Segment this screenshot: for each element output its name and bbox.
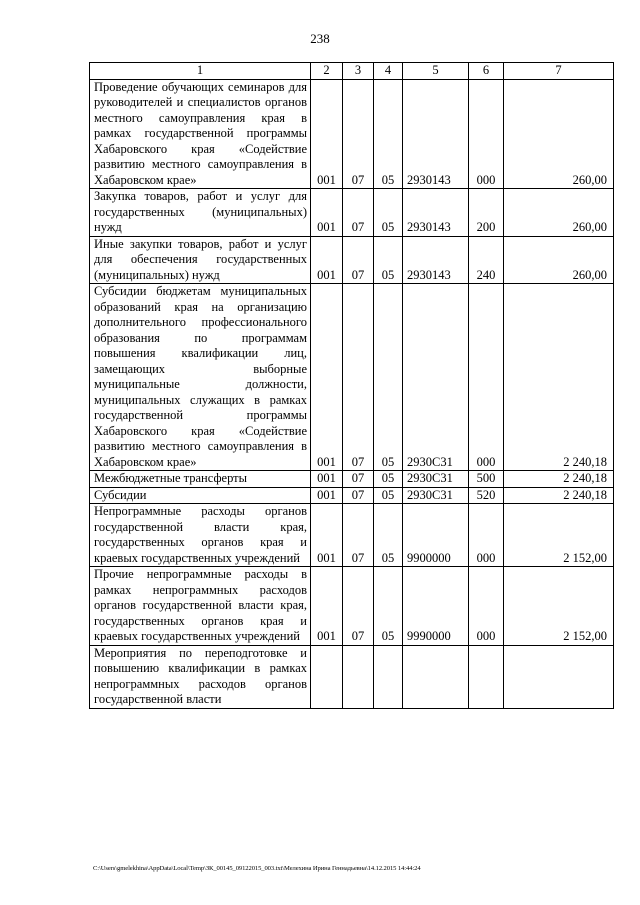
ministry-code: 001 [311,189,343,237]
table-row [90,471,614,488]
row-description: Мероприятия по переподготовке и повышению квалификации в рамках непрограммных расходов органов государственной власти [90,645,311,708]
column-header: 4 [374,63,403,80]
expense-type-code: 200 [469,189,504,237]
section-code: 07 [343,487,374,504]
amount-value: 260,00 [504,189,614,237]
target-article-code: 9990000 [403,567,469,646]
target-article-code: 2930143 [403,79,469,189]
subsection-code: 05 [374,567,403,646]
table-row [90,79,614,189]
section-code: 07 [343,236,374,284]
expense-type-code: 500 [469,471,504,488]
subsection-code [374,645,403,708]
ministry-code: 001 [311,471,343,488]
row-description: Межбюджетные трансферты [90,471,311,488]
ministry-code: 001 [311,284,343,471]
section-code: 07 [343,284,374,471]
column-header: 2 [311,63,343,80]
table-row [90,487,614,504]
row-description: Субсидии бюджетам муниципальных образований края на организацию дополнительного профессионального образования по программам повышения квалификации лиц, замещающих выборные муниципальные должности, муниципальных служащих в рамках государственной программы Хабаровского края «Содействие развитию местного самоуправления в Хабаровском крае» [90,284,311,471]
budget-table [89,62,614,709]
target-article-code: 2930С31 [403,487,469,504]
expense-type-code [469,645,504,708]
table-row [90,284,614,471]
table-row [90,236,614,284]
page-number: 238 [310,31,330,46]
target-article-code: 2930143 [403,189,469,237]
section-code: 07 [343,471,374,488]
amount-value: 260,00 [504,79,614,189]
table-row [90,504,614,567]
target-article-code [403,645,469,708]
row-description: Непрограммные расходы органов государственной власти края, государственных органов края и краевых государственных учреждений [90,504,311,567]
expense-type-code: 000 [469,504,504,567]
ministry-code: 001 [311,487,343,504]
row-description: Иные закупки товаров, работ и услуг для обеспечения государственных (муниципальных) нужд [90,236,311,284]
expense-type-code: 520 [469,487,504,504]
column-header: 6 [469,63,504,80]
target-article-code: 2930С31 [403,471,469,488]
subsection-code: 05 [374,236,403,284]
table-row [90,567,614,646]
row-description: Закупка товаров, работ и услуг для государственных (муниципальных) нужд [90,189,311,237]
section-code [343,645,374,708]
ministry-code: 001 [311,567,343,646]
column-header: 3 [343,63,374,80]
expense-type-code: 000 [469,79,504,189]
section-code: 07 [343,79,374,189]
table-header-row [90,63,614,80]
table-row [90,645,614,708]
subsection-code: 05 [374,504,403,567]
ministry-code: 001 [311,79,343,189]
table-row [90,189,614,237]
expense-type-code: 240 [469,236,504,284]
subsection-code: 05 [374,79,403,189]
ministry-code [311,645,343,708]
target-article-code: 2930143 [403,236,469,284]
amount-value: 2 152,00 [504,567,614,646]
subsection-code: 05 [374,471,403,488]
row-description: Субсидии [90,487,311,504]
section-code: 07 [343,504,374,567]
target-article-code: 9900000 [403,504,469,567]
expense-type-code: 000 [469,284,504,471]
row-description: Проведение обучающих семинаров для руководителей и специалистов органов местного самоуправления края в рамках государственной программы Хабаровского края «Содействие развитию местного самоуправления в Хабаровском крае» [90,79,311,189]
amount-value: 2 240,18 [504,487,614,504]
ministry-code: 001 [311,236,343,284]
amount-value: 2 240,18 [504,471,614,488]
column-header: 5 [403,63,469,80]
ministry-code: 001 [311,504,343,567]
amount-value [504,645,614,708]
amount-value: 260,00 [504,236,614,284]
amount-value: 2 240,18 [504,284,614,471]
subsection-code: 05 [374,189,403,237]
column-header: 7 [504,63,614,80]
target-article-code: 2930С31 [403,284,469,471]
expense-type-code: 000 [469,567,504,646]
row-description: Прочие непрограммные расходы в рамках непрограммных расходов органов государственной власти края, государственных органов края и краевых государственных учреждений [90,567,311,646]
section-code: 07 [343,567,374,646]
section-code: 07 [343,189,374,237]
file-path-footer: C:\Users\gmelekhina\AppData\Local\Temp\ЗК_00145_09122015_003.txt\Мелехина Ирина Геннадьевна\14.12.2015 14:44:24 [93,865,421,872]
column-header: 1 [90,63,311,80]
subsection-code: 05 [374,487,403,504]
subsection-code: 05 [374,284,403,471]
amount-value: 2 152,00 [504,504,614,567]
